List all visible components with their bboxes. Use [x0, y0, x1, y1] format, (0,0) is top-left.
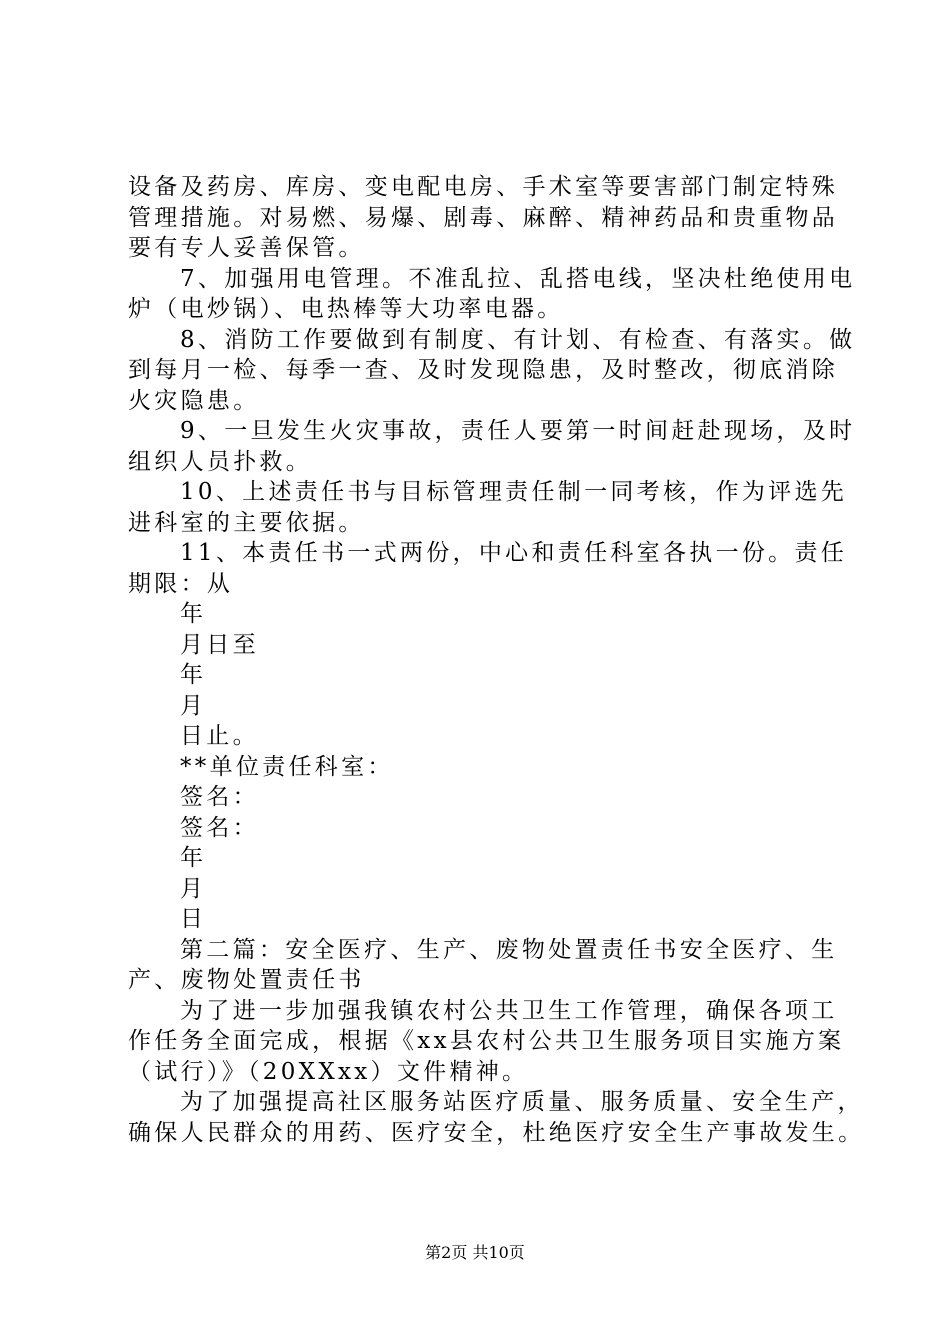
text-line: 为了加强提高社区服务站医疗质量、服务质量、安全生产，: [180, 1089, 864, 1115]
text-line: 到每月一检、每季一查、及时发现隐患，及时整改，彻底消除: [128, 357, 839, 383]
text-line: 日: [180, 906, 207, 932]
page-footer: 第2页 共10页: [425, 1243, 525, 1262]
text-line: 月日至: [180, 631, 259, 658]
text-line: 签名：: [180, 784, 259, 810]
text-line: 10、上述责任书与目标管理责任制一同考核，作为评选先: [180, 479, 848, 505]
text-line: 年: [180, 662, 207, 688]
text-line: 7、加强用电管理。不准乱拉、乱搭电线，坚决杜绝使用电: [180, 265, 856, 292]
text-line: 确保人民群众的用药、医疗安全，杜绝医疗安全生产事故发生。: [128, 1119, 865, 1146]
text-line: 11、本责任书一式两份，中心和责任科室各执一份。责任: [180, 540, 848, 566]
text-line: 9、一旦发生火灾事故，责任人要第一时间赶赴现场，及时: [180, 418, 856, 444]
text-line: 产、废物处置责任书: [128, 967, 365, 993]
text-line: 要有专人妥善保管。: [128, 235, 365, 261]
text-line: （试行）》（20XXxx）文件精神。: [128, 1058, 529, 1085]
text-line: 为了进一步加强我镇农村公共卫生工作管理，确保各项工: [180, 997, 838, 1024]
text-line: 月: [180, 875, 207, 902]
text-line: 火灾隐患。: [128, 387, 260, 414]
text-line: 进科室的主要依据。: [128, 509, 365, 536]
text-line: 签名：: [180, 814, 259, 841]
text-line: 设备及药房、库房、变电配电房、手术室等要害部门制定特殊: [128, 174, 839, 200]
text-line: 年: [180, 601, 207, 627]
text-line: 第二篇：安全医疗、生产、废物处置责任书安全医疗、生: [180, 936, 838, 963]
text-line: 炉（电炒锅）、电热棒等大功率电器。: [128, 296, 564, 322]
text-line: 期限：从: [128, 570, 234, 597]
document-body: [128, 172, 865, 1148]
text-line: 日止。: [180, 723, 259, 749]
text-line: 组织人员扑救。: [128, 448, 313, 475]
text-line: 作任务全面完成，根据《xx县农村公共卫生服务项目实施方案: [128, 1028, 845, 1054]
text-line: 年: [180, 845, 207, 871]
text-line: 月: [180, 692, 207, 719]
text-line: **单位责任科室：: [180, 753, 394, 780]
text-line: 8、消防工作要做到有制度、有计划、有检查、有落实。做: [180, 326, 856, 353]
text-line: 管理措施。对易燃、易爆、剧毒、麻醉、精神药品和贵重物品: [128, 204, 839, 231]
